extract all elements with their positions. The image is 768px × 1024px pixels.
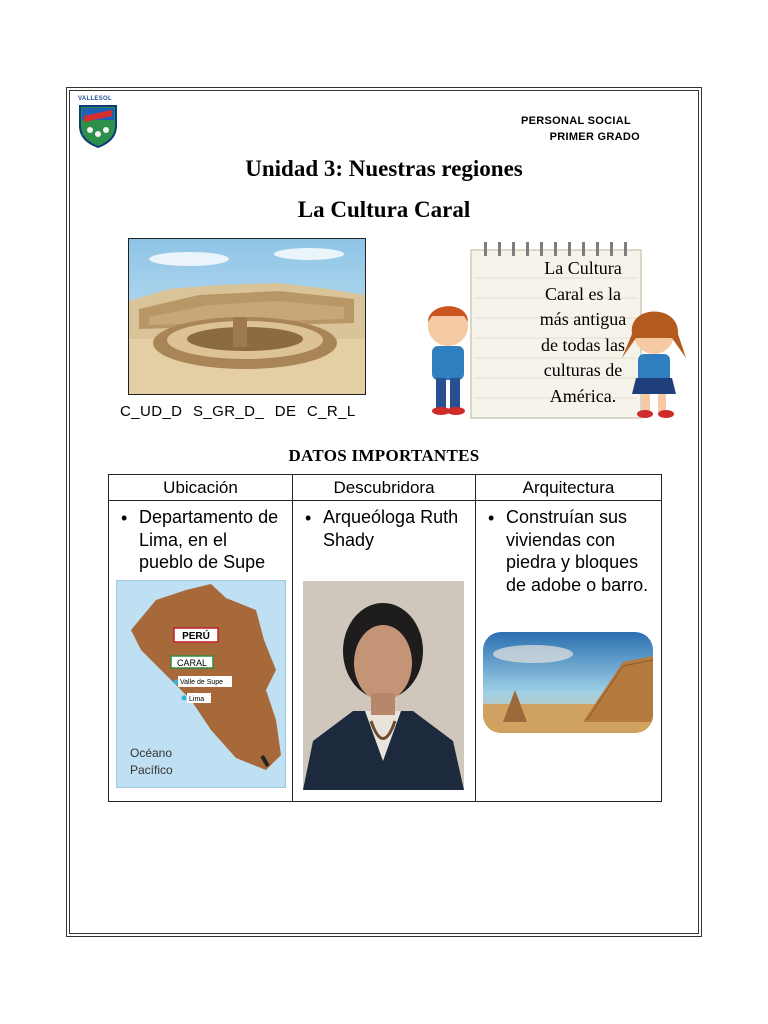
bullet-icon: • bbox=[121, 508, 128, 528]
notebook-line: Caral es la bbox=[545, 283, 621, 304]
peru-map bbox=[116, 580, 286, 788]
bullet-icon: • bbox=[488, 508, 495, 528]
subject-label: PERSONAL SOCIAL bbox=[520, 115, 631, 127]
map-city-label: Lima bbox=[189, 696, 205, 703]
notebook-line: más antigua bbox=[539, 309, 627, 329]
column-header-arquitectura: Arquitectura bbox=[476, 475, 662, 501]
notebook-text bbox=[522, 256, 644, 409]
notebook-line: La Cultura bbox=[544, 258, 622, 278]
school-shield-logo bbox=[76, 96, 120, 148]
ubicacion-text: Departamento de Lima, en el pueblo de Supe bbox=[139, 507, 279, 572]
map-site-label: CARAL bbox=[176, 658, 208, 668]
map-valley-label: Valle de Supe bbox=[180, 679, 224, 686]
logo-label: VALLESOL bbox=[78, 96, 112, 102]
ruth-shady-portrait bbox=[303, 581, 464, 790]
grade-label: PRIMER GRADO bbox=[549, 131, 640, 143]
column-header-descubridora: Descubridora bbox=[293, 475, 476, 501]
caral-ruins-photo bbox=[128, 238, 366, 395]
notebook-line: América. bbox=[549, 385, 617, 406]
descubridora-text: Arqueóloga Ruth Shady bbox=[323, 507, 459, 550]
notebook-line: de todas las bbox=[541, 334, 625, 355]
unit-title: Unidad 3: Nuestras regiones bbox=[245, 156, 523, 181]
topic-title: La Cultura Caral bbox=[297, 197, 471, 222]
caral-pyramid-photo bbox=[483, 632, 653, 733]
notebook-line: culturas de bbox=[543, 360, 623, 380]
map-ocean-label-1: Océano bbox=[130, 746, 173, 760]
map-ocean-label-2: Pacífico bbox=[130, 763, 173, 777]
map-country-label: PERÚ bbox=[182, 631, 210, 642]
bullet-icon: • bbox=[305, 508, 312, 528]
fill-in-blanks-exercise: C_UD_D S_GR_D_ DE C_R_L bbox=[120, 403, 356, 420]
facts-header-row bbox=[109, 475, 662, 501]
header-subject-block bbox=[521, 113, 640, 145]
arquitectura-text: Construían sus viviendas con piedra y bloques de adobe o barro. bbox=[506, 507, 649, 595]
column-header-ubicacion: Ubicación bbox=[109, 475, 293, 501]
facts-heading: DATOS IMPORTANTES bbox=[288, 446, 480, 465]
